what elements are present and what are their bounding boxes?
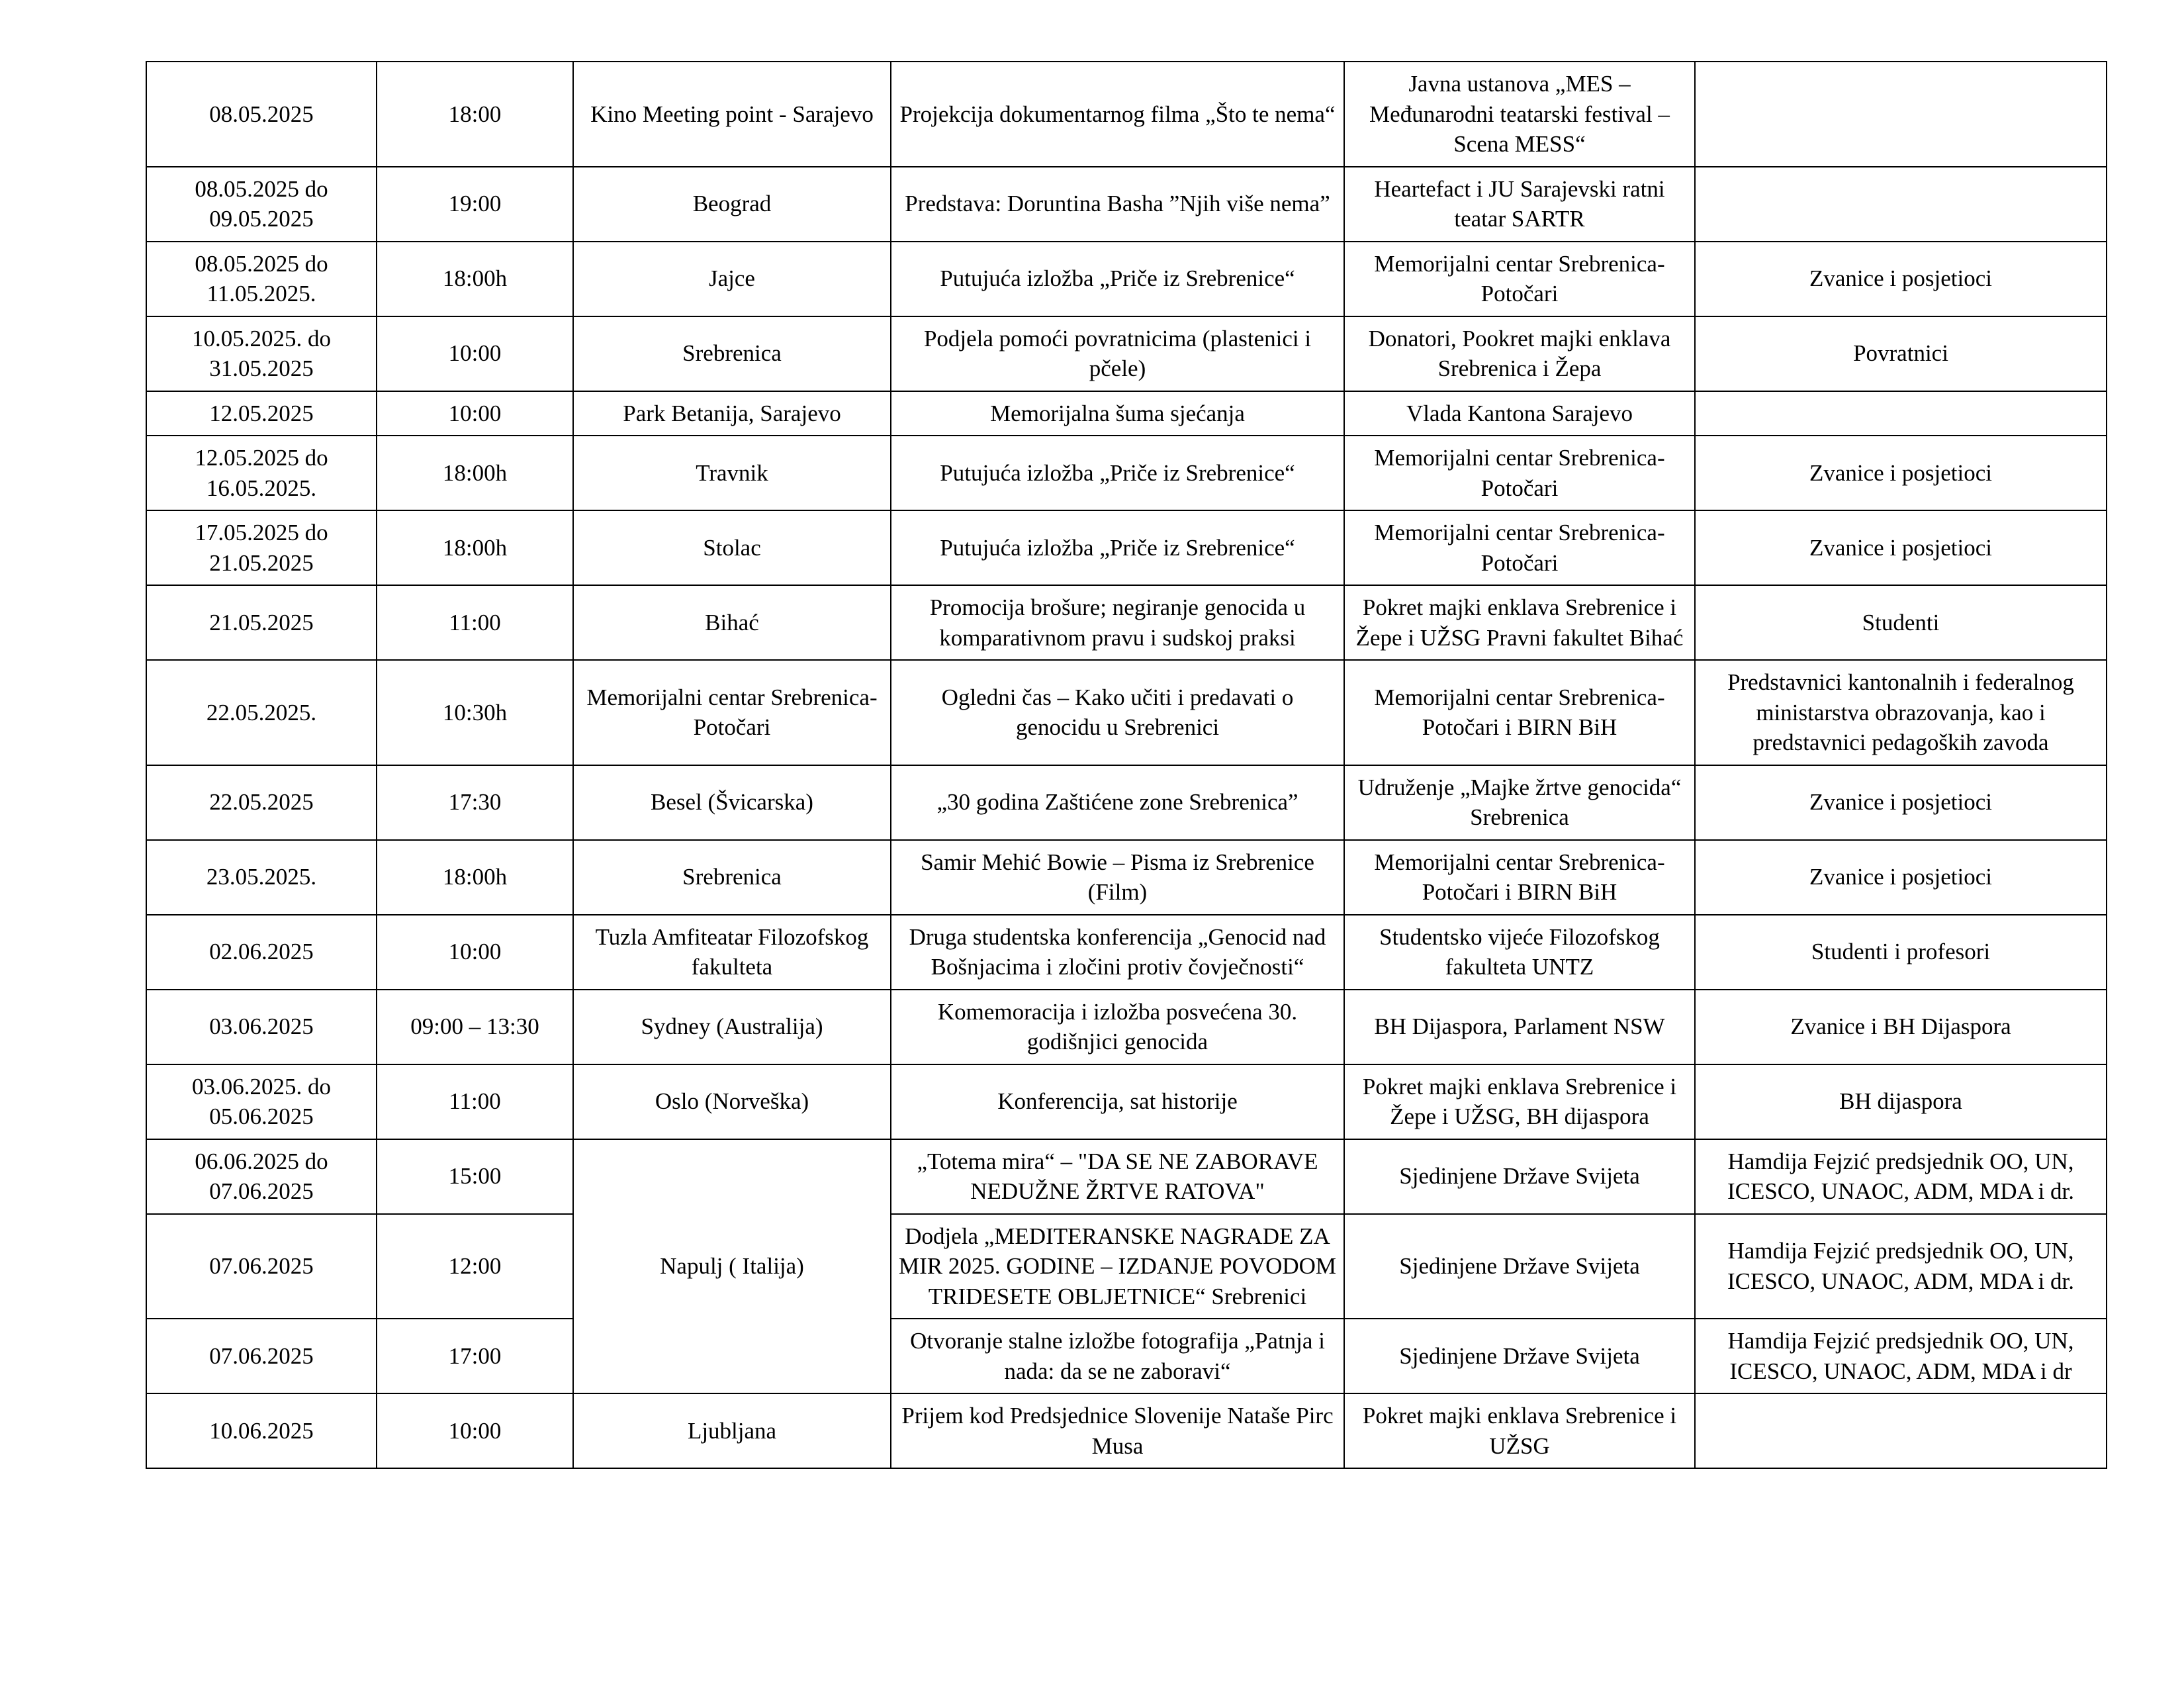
cell-organizer: Pokret majki enklava Srebrenice i Žepe i UŽSG Pravni fakultet Bihać	[1344, 585, 1695, 660]
table-row	[146, 1393, 2107, 1468]
cell-event: Putujuća izložba „Priče iz Srebrenice“	[891, 242, 1344, 316]
cell-organizer: Vlada Kantona Sarajevo	[1344, 391, 1695, 436]
table-row	[146, 167, 2107, 242]
cell-organizer: Memorijalni centar Srebrenica-Potočari	[1344, 436, 1695, 510]
cell-organizer: Memorijalni centar Srebrenica-Potočari i BIRN BiH	[1344, 660, 1695, 765]
cell-organizer: Heartefact i JU Sarajevski ratni teatar SARTR	[1344, 167, 1695, 242]
cell-organizer: Udruženje „Majke žrtve genocida“ Srebrenica	[1344, 765, 1695, 840]
cell-organizer: BH Dijaspora, Parlament NSW	[1344, 990, 1695, 1064]
cell-event: Memorijalna šuma sjećanja	[891, 391, 1344, 436]
cell-place: Srebrenica	[573, 316, 891, 391]
cell-event: Konferencija, sat historije	[891, 1064, 1344, 1139]
cell-date: 08.05.2025 do 11.05.2025.	[146, 242, 377, 316]
table-row	[146, 1214, 2107, 1319]
cell-organizer: Sjedinjene Države Svijeta	[1344, 1214, 1695, 1319]
table-row	[146, 391, 2107, 436]
cell-organizer: Javna ustanova „MES – Međunarodni teatarski festival – Scena MESS“	[1344, 62, 1695, 167]
cell-organizer: Pokret majki enklava Srebrenice i UŽSG	[1344, 1393, 1695, 1468]
cell-audience: Predstavnici kantonalnih i federalnog ministarstva obrazovanja, kao i predstavnici pedagoških zavoda	[1695, 660, 2107, 765]
cell-audience: Zvanice i posjetioci	[1695, 436, 2107, 510]
cell-date: 02.06.2025	[146, 915, 377, 990]
cell-place: Travnik	[573, 436, 891, 510]
schedule-table-body	[146, 62, 2107, 1468]
cell-time: 10:30h	[377, 660, 573, 765]
cell-event: Projekcija dokumentarnog filma „Što te nema“	[891, 62, 1344, 167]
cell-date: 17.05.2025 do 21.05.2025	[146, 510, 377, 585]
schedule-table	[146, 61, 2107, 1469]
table-row	[146, 1319, 2107, 1393]
cell-time: 12:00	[377, 1214, 573, 1319]
cell-date: 03.06.2025	[146, 990, 377, 1064]
table-row	[146, 510, 2107, 585]
cell-audience: Zvanice i posjetioci	[1695, 765, 2107, 840]
table-row	[146, 436, 2107, 510]
cell-time: 10:00	[377, 915, 573, 990]
cell-time: 17:30	[377, 765, 573, 840]
cell-organizer: Studentsko vijeće Filozofskog fakulteta UNTZ	[1344, 915, 1695, 990]
cell-date: 06.06.2025 do 07.06.2025	[146, 1139, 377, 1214]
cell-event: Putujuća izložba „Priče iz Srebrenice“	[891, 436, 1344, 510]
table-row	[146, 242, 2107, 316]
cell-time: 17:00	[377, 1319, 573, 1393]
cell-time: 10:00	[377, 391, 573, 436]
cell-event: Ogledni čas – Kako učiti i predavati o genocidu u Srebrenici	[891, 660, 1344, 765]
cell-organizer: Pokret majki enklava Srebrenice i Žepe i UŽSG, BH dijaspora	[1344, 1064, 1695, 1139]
cell-event: Predstava: Doruntina Basha ”Njih više nema”	[891, 167, 1344, 242]
cell-audience	[1695, 391, 2107, 436]
cell-place: Sydney (Australija)	[573, 990, 891, 1064]
cell-audience: Studenti	[1695, 585, 2107, 660]
cell-time: 18:00h	[377, 840, 573, 915]
table-row	[146, 1064, 2107, 1139]
cell-audience: Hamdija Fejzić predsjednik OO, UN, ICESCO, UNAOC, ADM, MDA i dr.	[1695, 1139, 2107, 1214]
cell-place: Srebrenica	[573, 840, 891, 915]
cell-place: Ljubljana	[573, 1393, 891, 1468]
cell-organizer: Memorijalni centar Srebrenica-Potočari i BIRN BiH	[1344, 840, 1695, 915]
cell-time: 11:00	[377, 585, 573, 660]
cell-date: 08.05.2025 do 09.05.2025	[146, 167, 377, 242]
cell-time: 11:00	[377, 1064, 573, 1139]
cell-event: Dodjela „MEDITERANSKE NAGRADE ZA MIR 2025. GODINE – IZDANJE POVODOM TRIDESETE OBLJETNICE“ Srebrenici	[891, 1214, 1344, 1319]
cell-time: 19:00	[377, 167, 573, 242]
cell-audience: Zvanice i BH Dijaspora	[1695, 990, 2107, 1064]
cell-date: 03.06.2025. do 05.06.2025	[146, 1064, 377, 1139]
table-row	[146, 660, 2107, 765]
cell-organizer: Sjedinjene Države Svijeta	[1344, 1319, 1695, 1393]
cell-event: „Totema mira“ – "DA SE NE ZABORAVE NEDUŽNE ŽRTVE RATOVA"	[891, 1139, 1344, 1214]
cell-time: 09:00 – 13:30	[377, 990, 573, 1064]
cell-event: Podjela pomoći povratnicima (plastenici i pčele)	[891, 316, 1344, 391]
table-row	[146, 990, 2107, 1064]
cell-place: Beograd	[573, 167, 891, 242]
cell-place: Kino Meeting point - Sarajevo	[573, 62, 891, 167]
cell-time: 10:00	[377, 1393, 573, 1468]
cell-place: Stolac	[573, 510, 891, 585]
cell-time: 18:00h	[377, 242, 573, 316]
cell-audience	[1695, 167, 2107, 242]
table-row	[146, 915, 2107, 990]
cell-time: 10:00	[377, 316, 573, 391]
table-row	[146, 316, 2107, 391]
table-row	[146, 765, 2107, 840]
cell-organizer: Memorijalni centar Srebrenica-Potočari	[1344, 510, 1695, 585]
cell-place: Oslo (Norveška)	[573, 1064, 891, 1139]
cell-audience	[1695, 1393, 2107, 1468]
cell-event: Putujuća izložba „Priče iz Srebrenice“	[891, 510, 1344, 585]
cell-date: 12.05.2025 do 16.05.2025.	[146, 436, 377, 510]
cell-audience: Zvanice i posjetioci	[1695, 242, 2107, 316]
cell-event: Druga studentska konferencija „Genocid nad Bošnjacima i zločini protiv čovječnosti“	[891, 915, 1344, 990]
cell-event: Otvoranje stalne izložbe fotografija „Patnja i nada: da se ne zaboravi“	[891, 1319, 1344, 1393]
cell-audience: Zvanice i posjetioci	[1695, 840, 2107, 915]
cell-place: Jajce	[573, 242, 891, 316]
cell-audience: Povratnici	[1695, 316, 2107, 391]
cell-place: Park Betanija, Sarajevo	[573, 391, 891, 436]
table-row	[146, 62, 2107, 167]
cell-date: 07.06.2025	[146, 1214, 377, 1319]
cell-event: Prijem kod Predsjednice Slovenije Nataše Pirc Musa	[891, 1393, 1344, 1468]
cell-date: 08.05.2025	[146, 62, 377, 167]
cell-date: 22.05.2025	[146, 765, 377, 840]
cell-place: Napulj ( Italija)	[573, 1139, 891, 1394]
cell-date: 07.06.2025	[146, 1319, 377, 1393]
cell-place: Bihać	[573, 585, 891, 660]
cell-date: 23.05.2025.	[146, 840, 377, 915]
cell-organizer: Memorijalni centar Srebrenica-Potočari	[1344, 242, 1695, 316]
cell-time: 18:00	[377, 62, 573, 167]
table-row	[146, 585, 2107, 660]
cell-audience: Studenti i profesori	[1695, 915, 2107, 990]
cell-time: 18:00h	[377, 510, 573, 585]
table-row	[146, 840, 2107, 915]
cell-place: Memorijalni centar Srebrenica-Potočari	[573, 660, 891, 765]
cell-date: 12.05.2025	[146, 391, 377, 436]
cell-date: 10.05.2025. do 31.05.2025	[146, 316, 377, 391]
cell-audience	[1695, 62, 2107, 167]
cell-time: 18:00h	[377, 436, 573, 510]
cell-organizer: Sjedinjene Države Svijeta	[1344, 1139, 1695, 1214]
cell-time: 15:00	[377, 1139, 573, 1214]
cell-date: 10.06.2025	[146, 1393, 377, 1468]
cell-event: Promocija brošure; negiranje genocida u komparativnom pravu i sudskoj praksi	[891, 585, 1344, 660]
cell-date: 21.05.2025	[146, 585, 377, 660]
cell-organizer: Donatori, Pookret majki enklava Srebrenica i Žepa	[1344, 316, 1695, 391]
cell-event: „30 godina Zaštićene zone Srebrenica”	[891, 765, 1344, 840]
cell-place: Besel (Švicarska)	[573, 765, 891, 840]
cell-event: Samir Mehić Bowie – Pisma iz Srebrenice (Film)	[891, 840, 1344, 915]
cell-event: Komemoracija i izložba posvećena 30. godišnjici genocida	[891, 990, 1344, 1064]
cell-audience: Zvanice i posjetioci	[1695, 510, 2107, 585]
cell-audience: Hamdija Fejzić predsjednik OO, UN, ICESCO, UNAOC, ADM, MDA i dr.	[1695, 1214, 2107, 1319]
table-row	[146, 1139, 2107, 1214]
cell-audience: BH dijaspora	[1695, 1064, 2107, 1139]
cell-audience: Hamdija Fejzić predsjednik OO, UN, ICESCO, UNAOC, ADM, MDA i dr	[1695, 1319, 2107, 1393]
cell-date: 22.05.2025.	[146, 660, 377, 765]
cell-place: Tuzla Amfiteatar Filozofskog fakulteta	[573, 915, 891, 990]
